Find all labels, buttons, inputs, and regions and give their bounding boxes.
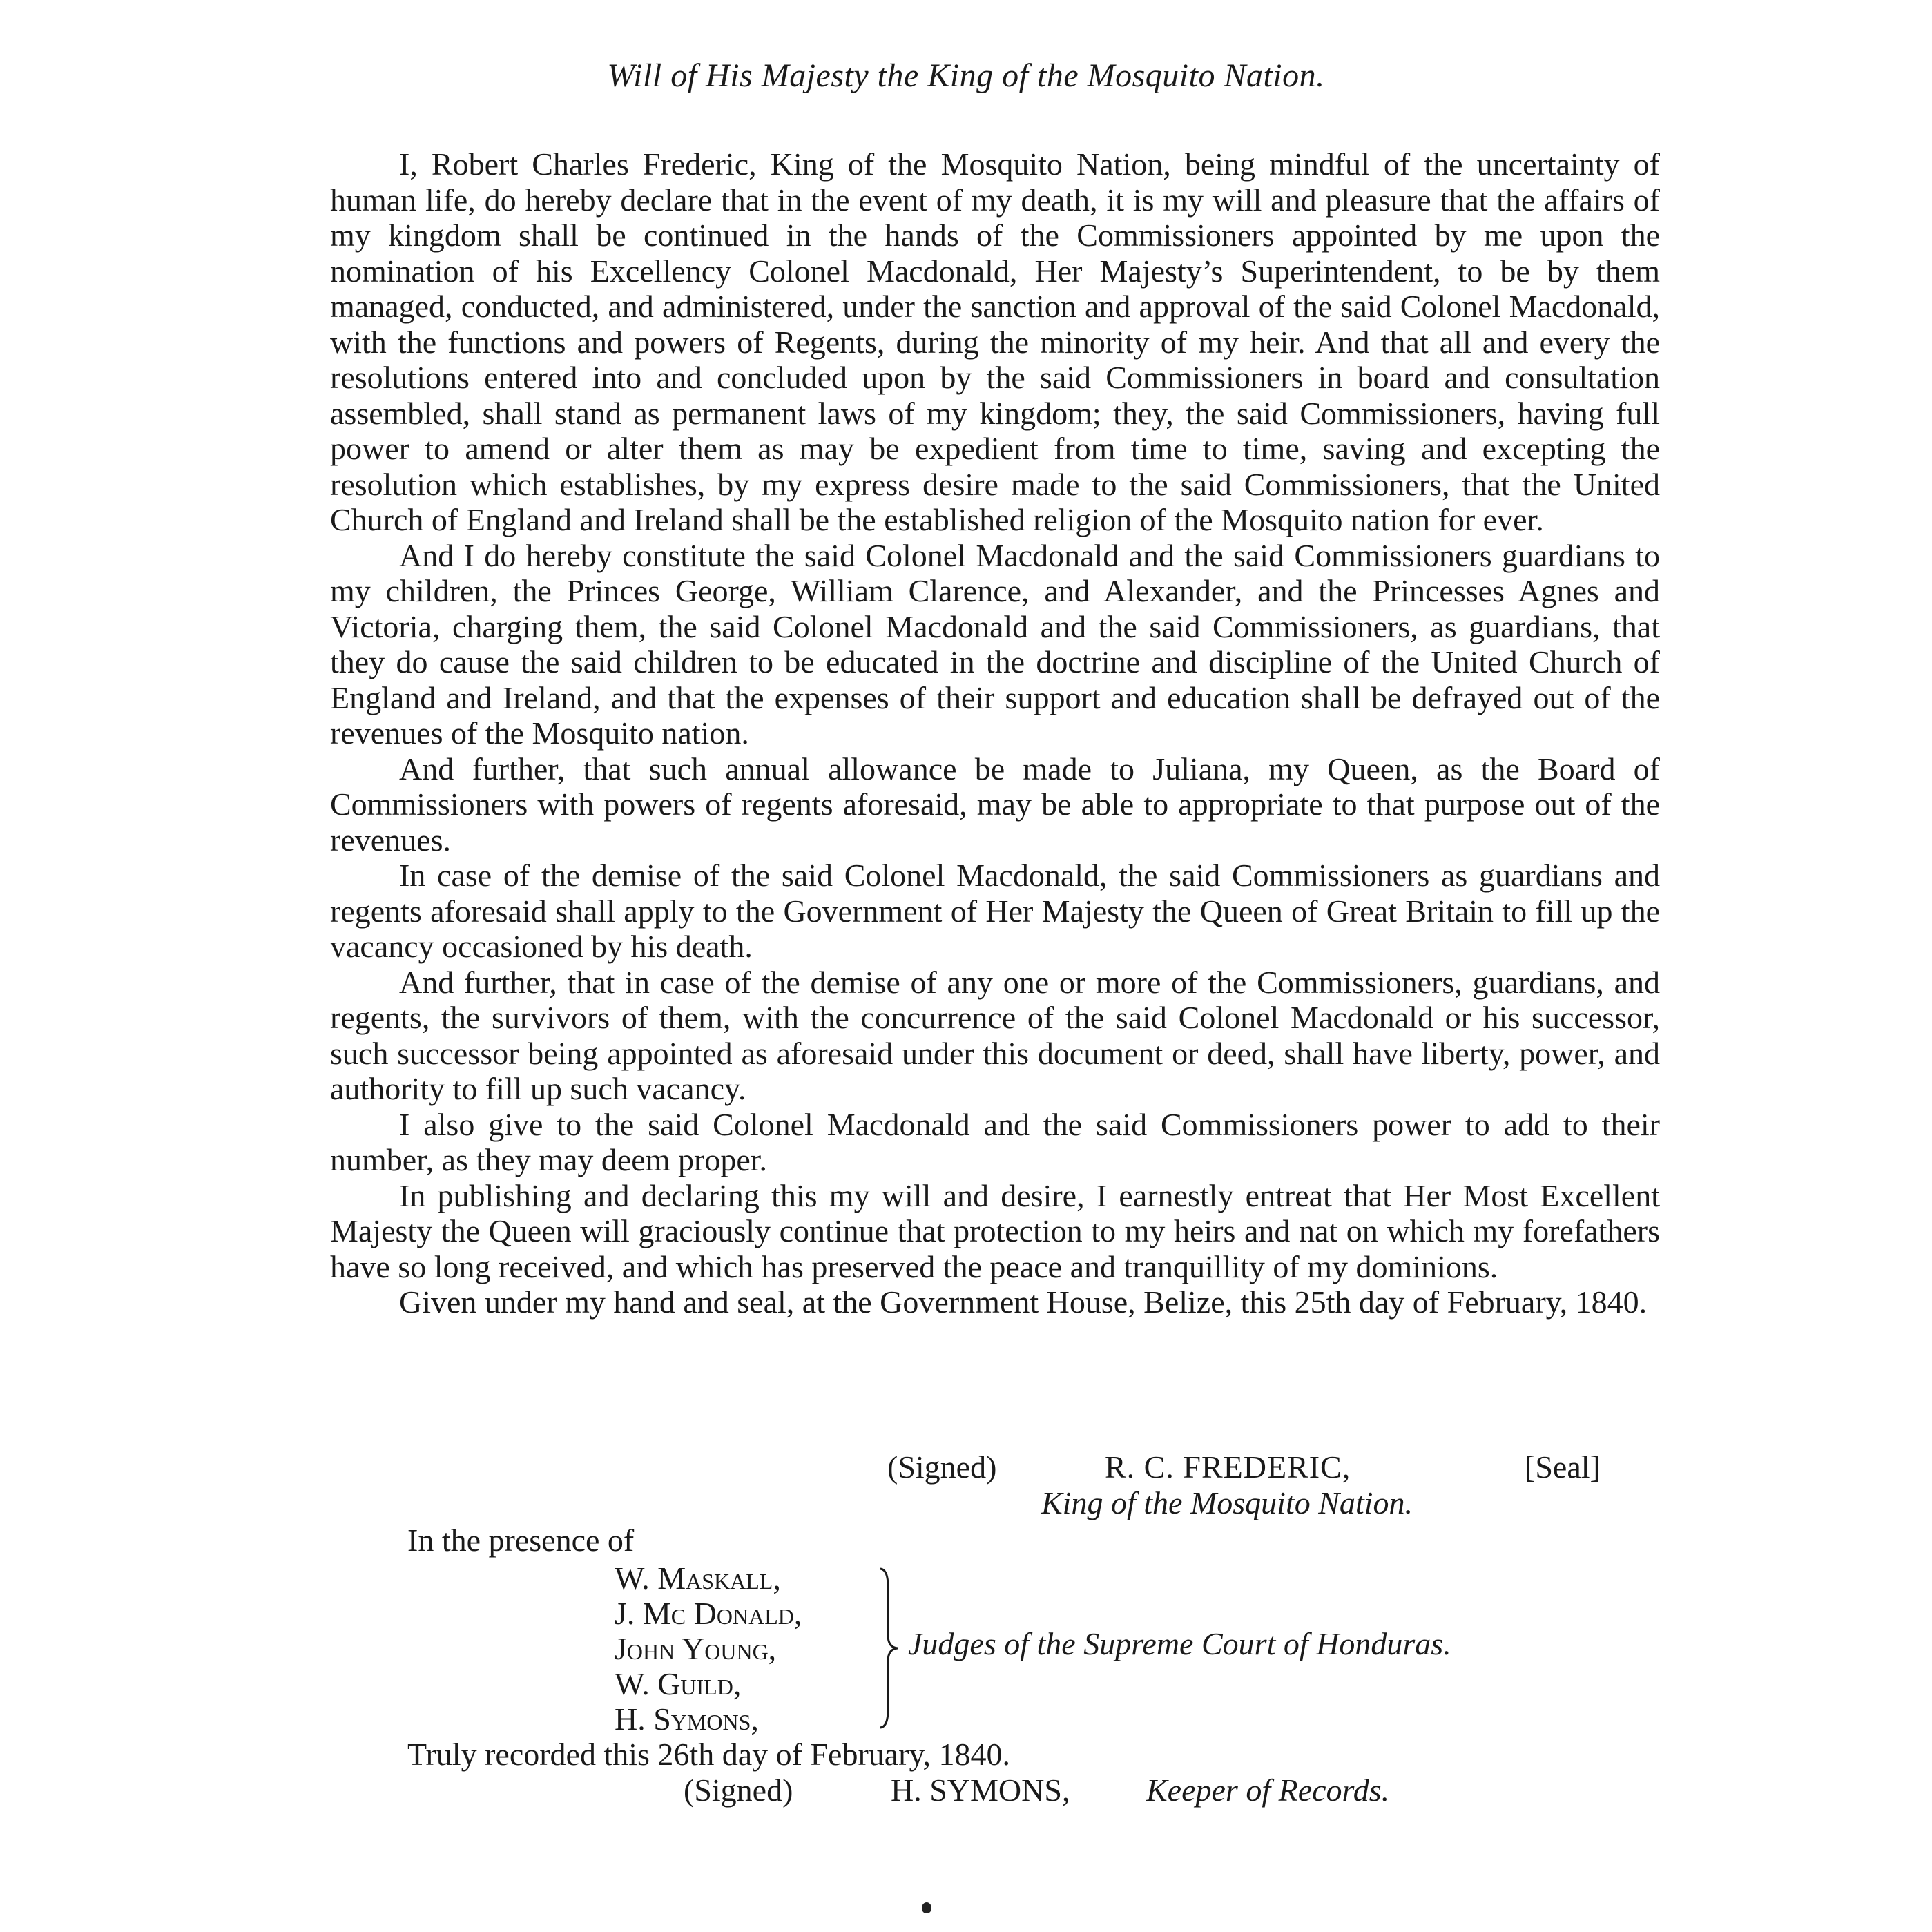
paragraph-7: In publishing and declaring this my will and desire, I earnestly entreat that Her Most Excellent Majesty the Queen will graciously continue that protection to my heirs and nat on which my forefathers have so long received, and which has preserved the peace and tranquillity of my dominions.: [330, 1177, 1660, 1284]
paragraph-5: And further, that in case of the demise of any one or more of the Commissioners, guardians, and regents, the survivors of them, with the concurrence of the said Colonel Macdonald or his successor, such successor being appointed as aforesaid under this document or deed, shall have liberty, power, and authority to fill up such vacancy.: [330, 964, 1660, 1106]
witness-role: Judges of the Supreme Court of Honduras.: [908, 1626, 1451, 1661]
keeper-name: H. SYMONS,: [891, 1772, 1070, 1808]
witness-name: W. Guild,: [615, 1666, 742, 1701]
signed-label: (Signed): [887, 1449, 997, 1485]
record-signed-label: (Signed): [684, 1772, 793, 1808]
paragraph-6: I also give to the said Colonel Macdonald and the said Commissioners power to add to their number, as they may deem proper.: [330, 1106, 1660, 1177]
curly-brace-icon: [877, 1566, 902, 1730]
paragraph-8: Given under my hand and seal, at the Government House, Belize, this 25th day of February, 1840.: [399, 1284, 1648, 1320]
witness-intro: In the presence of: [407, 1523, 635, 1558]
witness-name: W. Maskall,: [615, 1561, 781, 1596]
keeper-role: Keeper of Records.: [1146, 1772, 1390, 1808]
will-body: [330, 146, 1660, 1320]
king-role: King of the Mosquito Nation.: [1041, 1485, 1413, 1520]
seal-mark: [Seal]: [1525, 1449, 1601, 1485]
witness-name: John Young,: [615, 1631, 777, 1666]
paragraph-3: And further, that such annual allowance be made to Juliana, my Queen, as the Board of Commissioners with powers of regents aforesaid, may be able to appropriate to that purpose out of the revenues.: [330, 751, 1660, 858]
witness-name: J. Mc Donald,: [615, 1596, 802, 1631]
paragraph-1: I, Robert Charles Frederic, King of the Mosquito Nation, being mindful of the uncertainty of human life, do hereby declare that in the event of my death, it is my will and pleasure that the affairs of my kingdom shall be continued in the hands of the Commissioners appointed by me upon the nomination of his Excellency Colonel Macdonald, Her Majesty’s Superintendent, to be by them managed, conducted, and administered, under the sanction and approval of the said Colonel Macdonald, with the functions and powers of Regents, during the minority of my heir. And that all and every the resolutions entered into and concluded upon by the said Commissioners in board and consultation assembled, shall stand as permanent laws of my kingdom; they, the said Commissioners, having full power to amend or alter them as may be expedient from time to time, saving and excepting the resolution which establishes, by my express desire made to the said Commissioners, that the United Church of England and Ireland shall be the established religion of the Mosquito nation for ever.: [330, 146, 1660, 537]
king-signature-name: R. C. FREDERIC,: [1105, 1449, 1351, 1485]
paragraph-4: In case of the demise of the said Colonel Macdonald, the said Commissioners as guardians and regents aforesaid shall apply to the Government of Her Majesty the Queen of Great Britain to fill up the vacancy occasioned by his death.: [330, 858, 1660, 964]
record-line: Truly recorded this 26th day of February, 1840.: [407, 1737, 1011, 1772]
witness-name: H. Symons,: [615, 1701, 759, 1737]
paragraph-2: And I do hereby constitute the said Colonel Macdonald and the said Commissioners guardians to my children, the Princes George, William Clarence, and Alexander, and the Princesses Agnes and Victoria, charging them, the said Colonel Macdonald and the said Commissioners, as guardians, that they do cause the said children to be educated in the doctrine and discipline of the United Church of England and Ireland, and that the expenses of their support and education shall be defrayed out of the revenues of the Mosquito nation.: [330, 537, 1660, 751]
page-ornament: [922, 1902, 931, 1913]
document-title: Will of His Majesty the King of the Mosquito Nation.: [607, 57, 1325, 94]
witness-list: [615, 1561, 802, 1737]
